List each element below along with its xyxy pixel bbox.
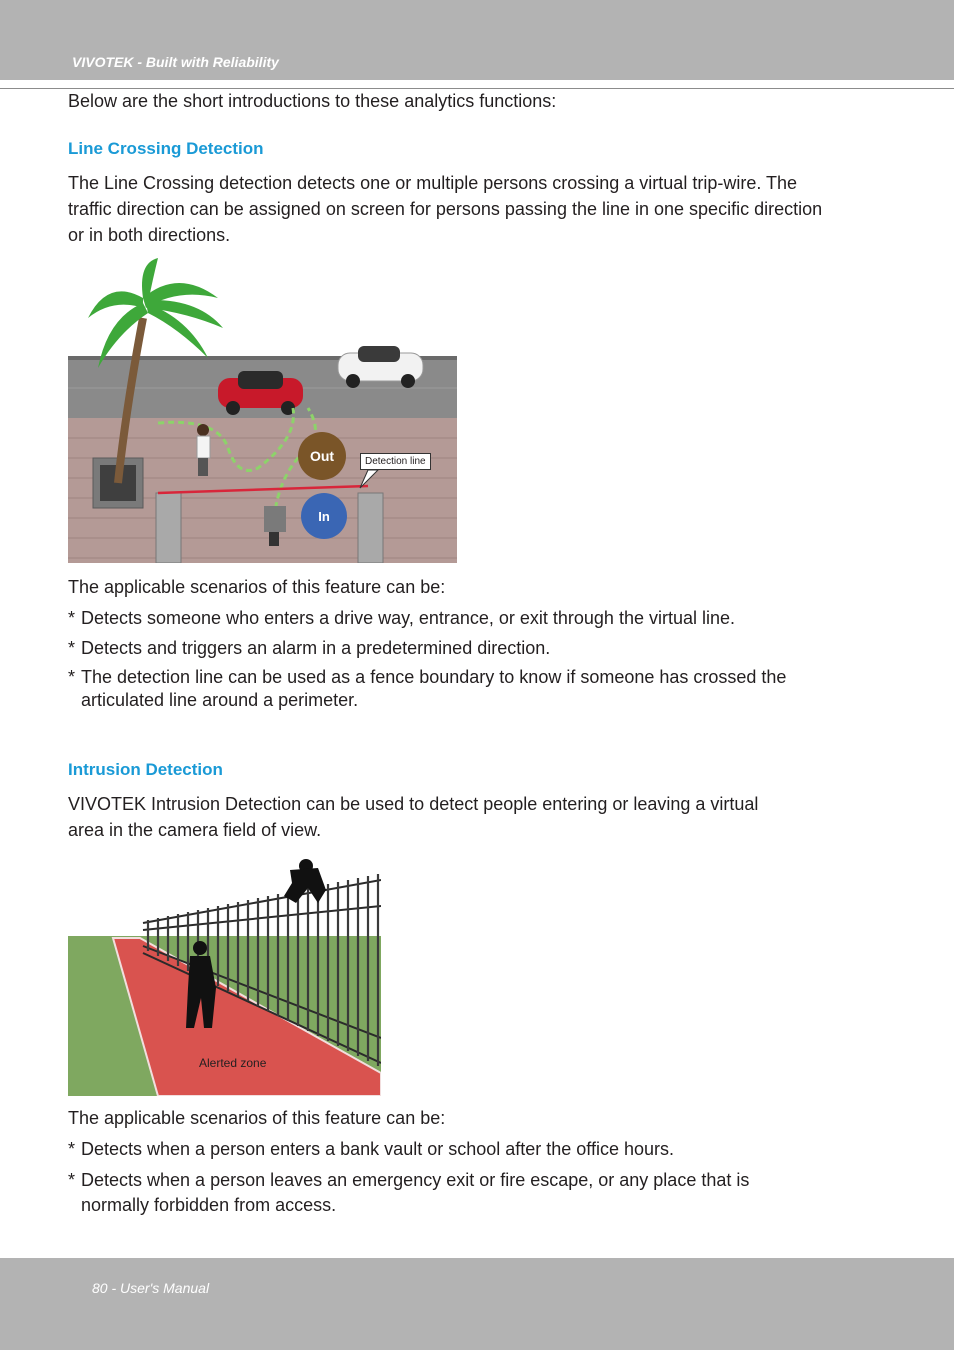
- line-crossing-scene: [68, 258, 457, 563]
- header-title: VIVOTEK - Built with Reliability: [72, 54, 279, 70]
- line-crossing-para-2: traffic direction can be assigned on screen for persons passing the line in one specific direction: [68, 199, 823, 219]
- list-item: [68, 607, 868, 630]
- out-label: Out: [309, 448, 335, 464]
- list-item: [68, 1168, 808, 1218]
- line-crossing-para-1: The Line Crossing detection detects one or multiple persons crossing a virtual trip-wire. The: [68, 173, 798, 193]
- climbing-person: [284, 859, 326, 903]
- intrusion-scenarios-intro: The applicable scenarios of this feature can be:: [68, 1108, 446, 1128]
- intro-text: Below are the short introductions to these analytics functions:: [68, 91, 557, 111]
- line-crossing-illustration: [68, 258, 457, 563]
- bullet-text: Detects when a person enters a bank vault or school after the office hours.: [81, 1139, 675, 1159]
- in-label: In: [318, 509, 330, 524]
- intrusion-illustration: [68, 858, 381, 1096]
- page-number: 80 - User's Manual: [92, 1280, 210, 1296]
- bullet-text: Detects when a person leaves an emergency exit or fire escape, or any place that is normally forbidden from access.: [81, 1170, 750, 1215]
- intrusion-para-2: area in the camera field of view.: [68, 820, 322, 840]
- bullet-marker: *: [68, 1139, 76, 1159]
- intrusion-heading: Intrusion Detection: [68, 760, 223, 779]
- bullet-text: Detects and triggers an alarm in a predetermined direction.: [81, 638, 551, 658]
- detection-line-label: Detection line: [360, 453, 431, 470]
- list-item: [68, 666, 858, 712]
- bullet-marker: *: [68, 638, 76, 658]
- footer-band: [0, 1258, 954, 1350]
- bullet-marker: *: [68, 667, 76, 687]
- bullet-text: Detects someone who enters a drive way, entrance, or exit through the virtual line.: [81, 608, 736, 628]
- bullet-text: The detection line can be used as a fence boundary to know if someone has crossed the articulated line around a perimeter.: [81, 667, 787, 710]
- intrusion-para-1: VIVOTEK Intrusion Detection can be used to detect people entering or leaving a virtual: [68, 794, 759, 814]
- list-item: [68, 1138, 868, 1161]
- line-crossing-heading: Line Crossing Detection: [68, 139, 264, 158]
- line-crossing-scenarios-intro: The applicable scenarios of this feature can be:: [68, 577, 446, 597]
- bullet-marker: *: [68, 608, 76, 628]
- bullet-marker: *: [68, 1170, 76, 1190]
- line-crossing-para-3: or in both directions.: [68, 225, 231, 245]
- alerted-zone-label: Alerted zone: [199, 1056, 267, 1070]
- list-item: [68, 637, 868, 660]
